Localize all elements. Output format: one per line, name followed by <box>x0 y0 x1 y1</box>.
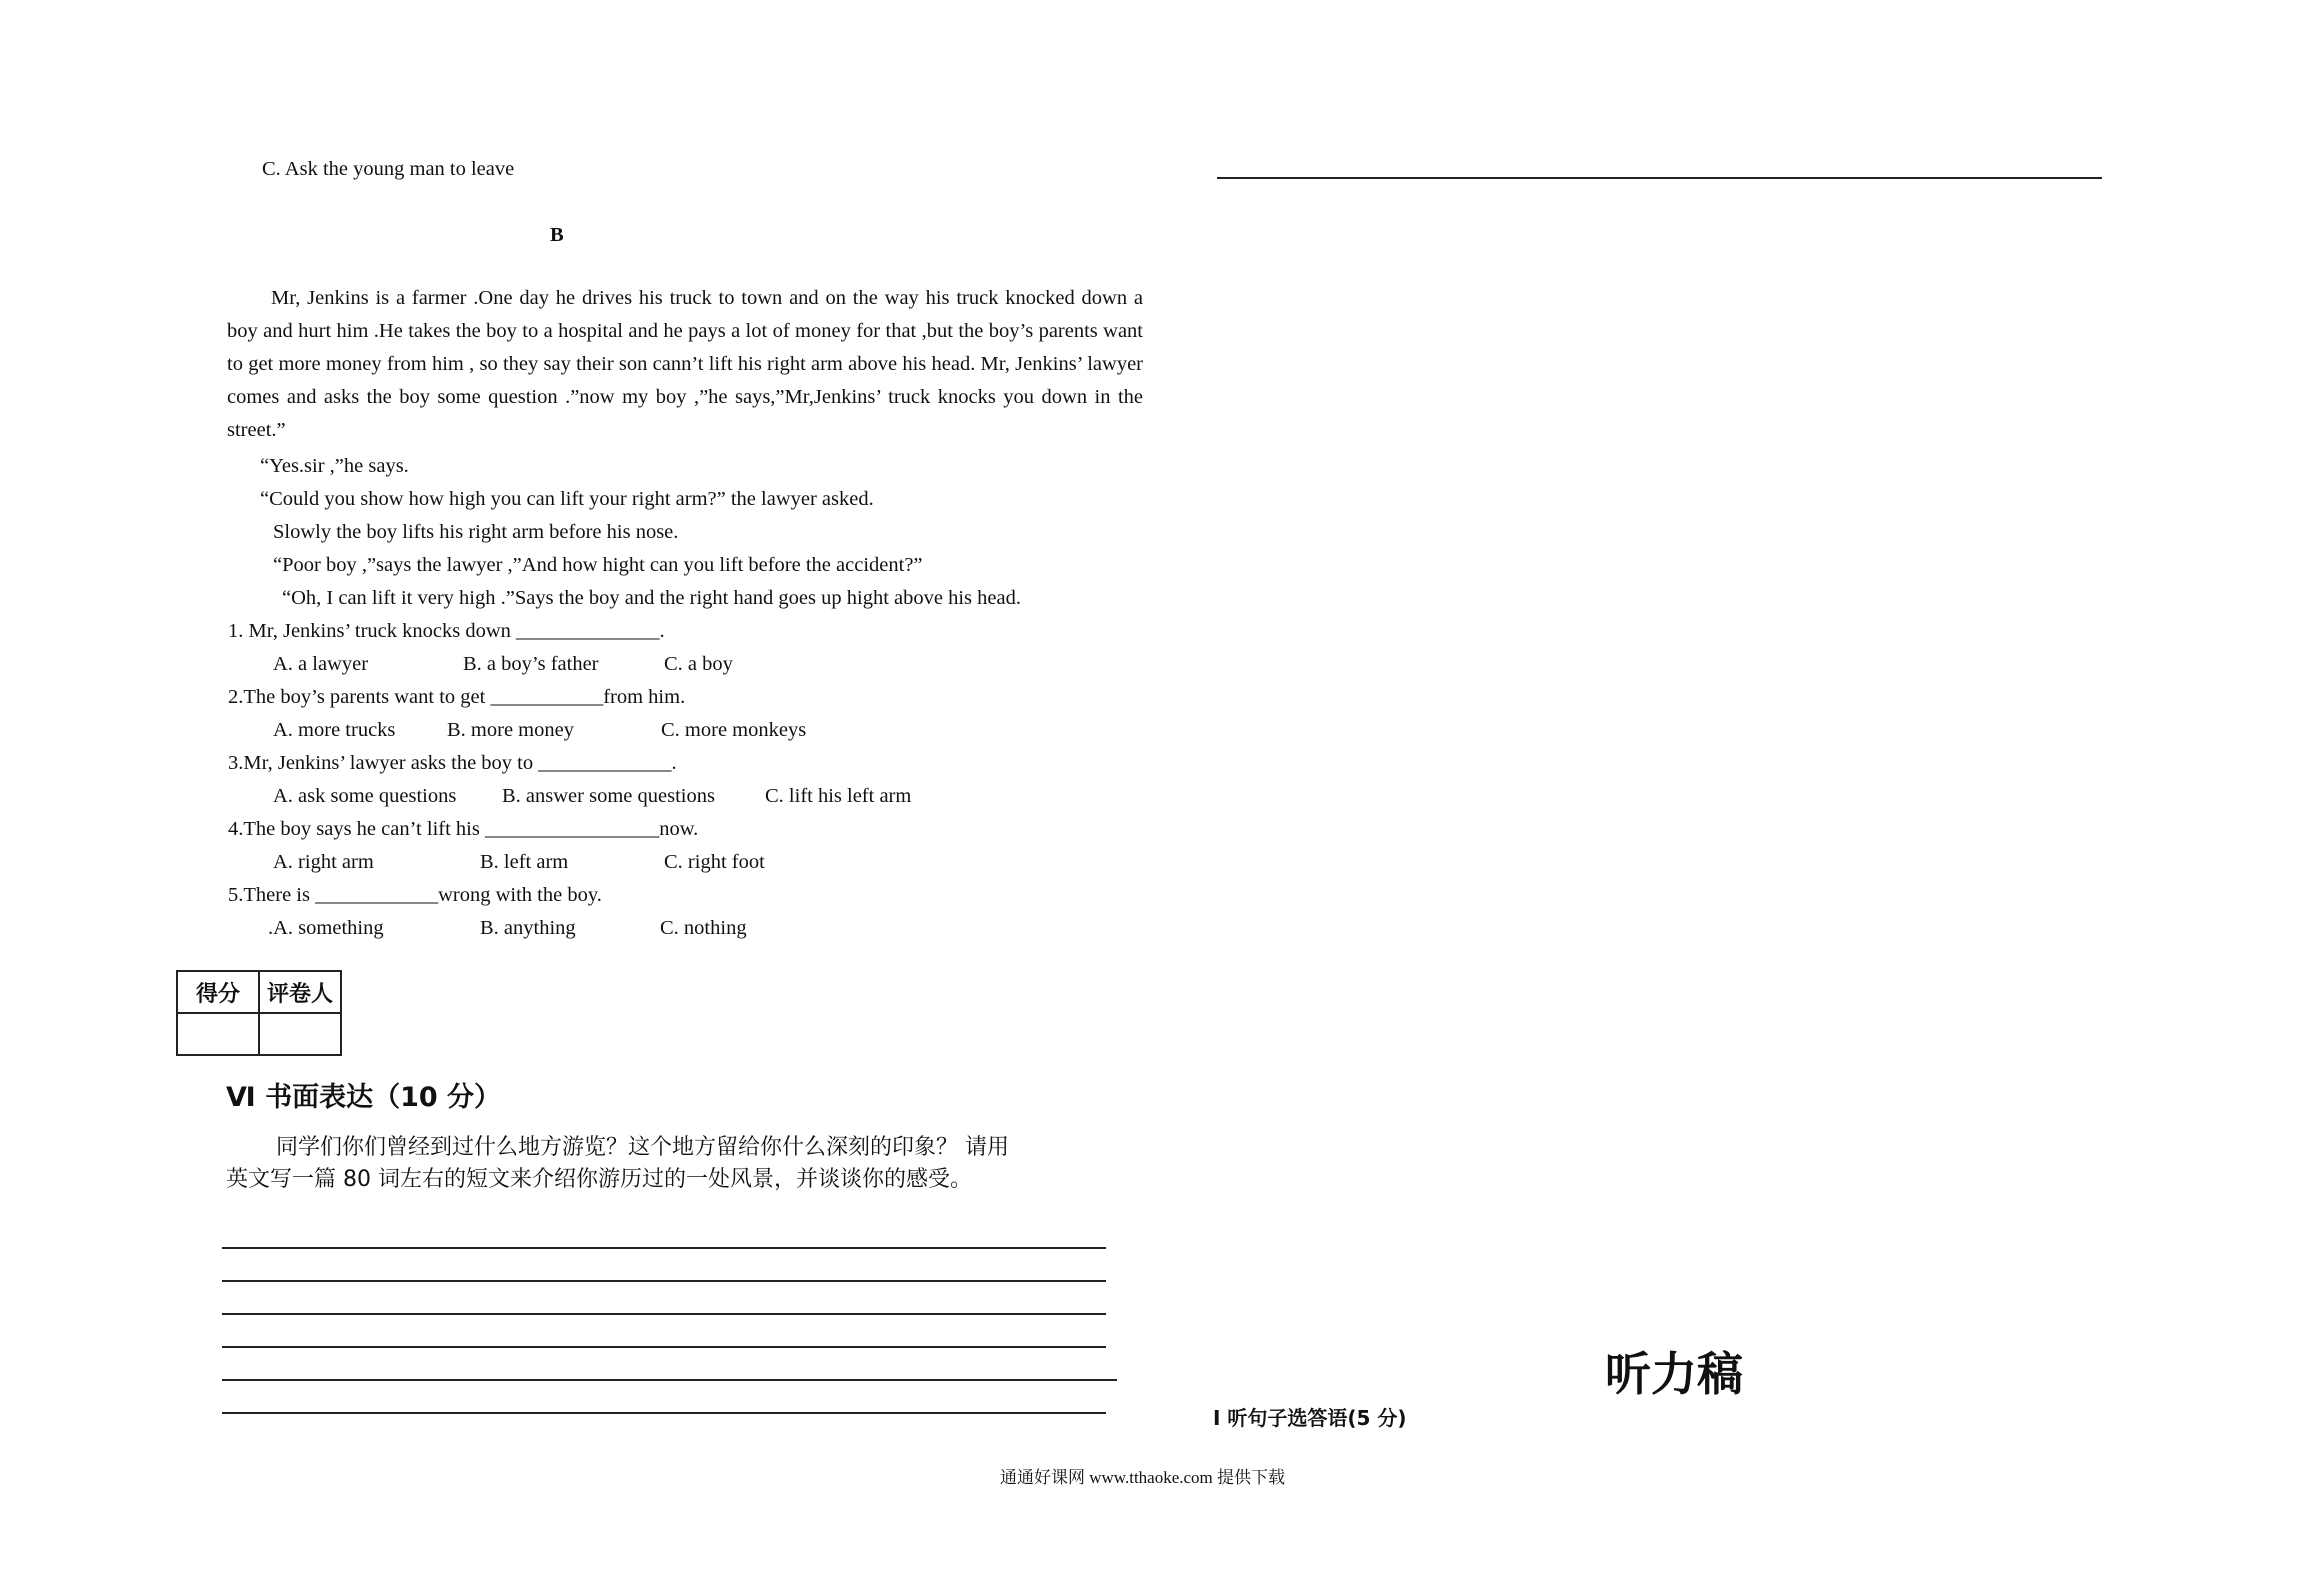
section-title: Ⅵ 书面表达（10 分） <box>226 1082 502 1113</box>
dialogue-line: Slowly the boy lifts his right arm before his nose. <box>273 521 679 543</box>
writing-prompt-line-2: 英文写一篇 80 词左右的短文来介绍你游历过的一处风景，并谈谈你的感受。 <box>226 1167 972 1192</box>
question-4-option-c: C. right foot <box>664 851 765 873</box>
answer-line <box>222 1280 1106 1282</box>
question-1-stem: 1. Mr, Jenkins’ truck knocks down ______________. <box>228 620 665 642</box>
dialogue-line: “Yes.sir ,”he says. <box>260 455 409 477</box>
question-3-option-c: C. lift his left arm <box>765 785 912 807</box>
grader-cell <box>259 1013 341 1055</box>
answer-line <box>222 1412 1106 1414</box>
question-5-option-c: C. nothing <box>660 917 747 939</box>
question-4-option-a: A. right arm <box>273 851 374 873</box>
previous-option-c: C. Ask the young man to leave <box>262 158 515 180</box>
dialogue-line: “Oh, I can lift it very high .”Says the boy and the right hand goes up hight above his head. <box>282 587 1021 609</box>
passage-label: B <box>550 224 564 246</box>
question-3-stem: 3.Mr, Jenkins’ lawyer asks the boy to _____________. <box>228 752 677 774</box>
page-footer: 通通好课网 www.tthaoke.com 提供下载 <box>1000 1468 1286 1487</box>
dialogue-line: “Could you show how high you can lift your right arm?” the lawyer asked. <box>260 488 874 510</box>
question-2-option-b: B. more money <box>447 719 574 741</box>
answer-line <box>222 1313 1106 1315</box>
answer-line <box>222 1379 1117 1381</box>
passage-paragraph: Mr, Jenkins is a farmer .One day he drives his truck to town and on the way his truck knocked down a boy and hurt him .He takes the boy to a hospital and he pays a lot of money for that ,but the boy’s parents want to get more money from him , so they say their son cann’t lift his right arm above his head. Mr, Jenkins’ lawyer comes and asks the boy some question .”now my boy ,”he says,”Mr,Jenkins’ truck knocks you down in the street.” <box>227 287 1143 441</box>
score-cell <box>177 1013 259 1055</box>
question-3-option-a: A. ask some questions <box>273 785 457 807</box>
listening-section-heading: Ⅰ 听句子选答语(5 分) <box>1213 1406 1407 1430</box>
question-5-option-a: .A. something <box>268 917 384 939</box>
question-4-option-b: B. left arm <box>480 851 569 873</box>
question-3-option-b: B. answer some questions <box>502 785 715 807</box>
answer-line-right <box>1217 177 2102 179</box>
listening-script-title: 听力稿 <box>1605 1347 1743 1401</box>
question-4-stem: 4.The boy says he can’t lift his _________________now. <box>228 818 699 840</box>
dialogue-line: “Poor boy ,”says the lawyer ,”And how hight can you lift before the accident?” <box>273 554 923 576</box>
score-box <box>176 970 342 1056</box>
question-2-option-a: A. more trucks <box>273 719 396 741</box>
answer-line <box>222 1346 1106 1348</box>
question-1-option-a: A. a lawyer <box>273 653 369 675</box>
question-1-option-c: C. a boy <box>664 653 733 675</box>
question-1-option-b: B. a boy’s father <box>463 653 599 675</box>
writing-prompt-line-1: 同学们你们曾经到过什么地方游览？这个地方留给你什么深刻的印象？ 请用 <box>276 1135 1009 1160</box>
question-2-option-c: C. more monkeys <box>661 719 807 741</box>
question-5-stem: 5.There is ____________wrong with the boy. <box>228 884 602 906</box>
answer-line <box>222 1247 1106 1249</box>
grader-label: 评卷人 <box>259 971 341 1013</box>
question-2-stem: 2.The boy’s parents want to get ___________from him. <box>228 686 686 708</box>
score-label: 得分 <box>177 971 259 1013</box>
question-5-option-b: B. anything <box>480 917 576 939</box>
